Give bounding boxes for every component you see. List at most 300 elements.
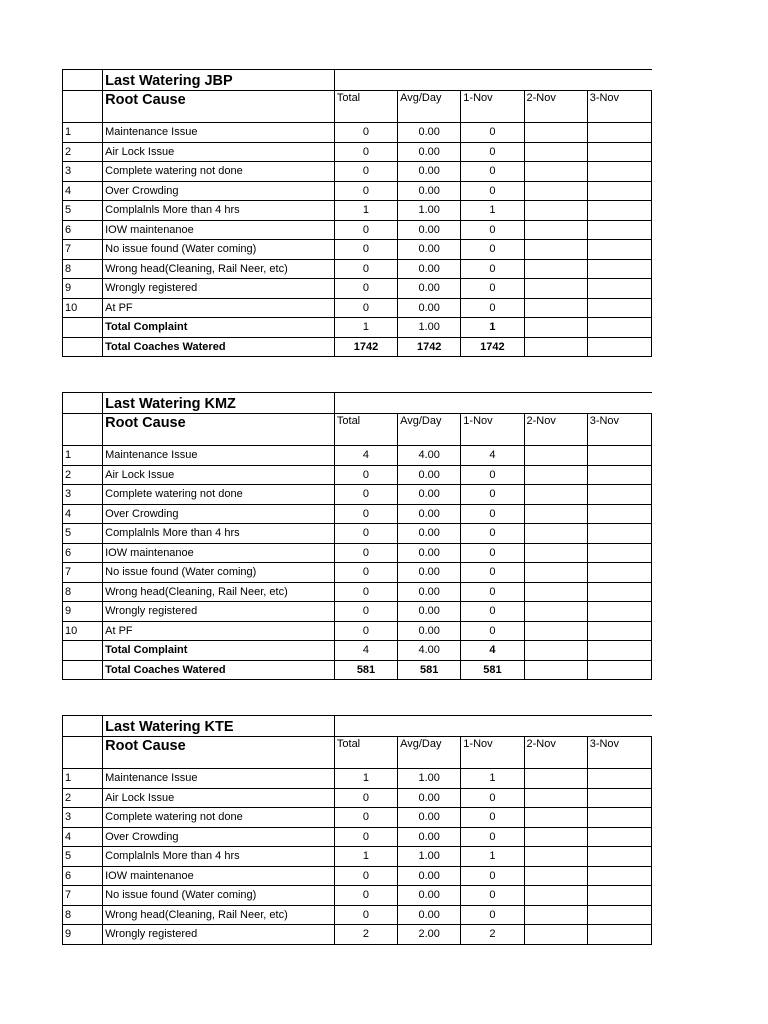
cell-nov2: [524, 563, 587, 583]
row-label: Total Complaint: [103, 318, 335, 338]
cell-nov2: [524, 621, 587, 641]
cell-avg: 0.00: [398, 827, 461, 847]
root-cause-header: Root Cause: [103, 414, 335, 446]
table-row: [63, 181, 652, 201]
blank-cell: [63, 337, 103, 357]
col-header-nov1: 1-Nov: [461, 414, 524, 446]
root-cause-cell: Wrong head(Cleaning, Rail Neer, etc): [103, 905, 335, 925]
table-row: [63, 886, 652, 906]
cell-nov3: [587, 318, 651, 338]
cell-total: 1: [334, 318, 397, 338]
row-number: 5: [63, 847, 103, 867]
cell-nov2: [524, 660, 587, 680]
table-row: [63, 827, 652, 847]
table-row: [63, 602, 652, 622]
cell-nov2: [524, 602, 587, 622]
cell-total: 2: [334, 925, 397, 945]
table-row: [63, 220, 652, 240]
root-cause-cell: Wrongly registered: [103, 925, 335, 945]
cell-nov2: [524, 641, 587, 661]
table-row: [63, 788, 652, 808]
cell-nov1: 0: [461, 162, 524, 182]
cell-nov1: 1742: [461, 337, 524, 357]
cell-nov3: [587, 905, 651, 925]
root-cause-cell: Maintenance Issue: [103, 446, 335, 466]
root-cause-header: Root Cause: [103, 737, 335, 769]
cell-nov3: [587, 621, 651, 641]
cell-nov3: [587, 660, 651, 680]
cell-nov2: [524, 181, 587, 201]
cell-avg: 0.00: [398, 181, 461, 201]
root-cause-cell: No issue found (Water coming): [103, 886, 335, 906]
cell-total: 0: [334, 808, 397, 828]
root-cause-cell: Air Lock Issue: [103, 465, 335, 485]
cell-nov3: [587, 142, 651, 162]
cell-nov3: [587, 641, 651, 661]
cell-total: 0: [334, 504, 397, 524]
table-row: [63, 162, 652, 182]
table-row: [63, 866, 652, 886]
cell-nov2: [524, 446, 587, 466]
cell-nov2: [524, 788, 587, 808]
cell-avg: 1.00: [398, 769, 461, 789]
root-cause-cell: Complalnls More than 4 hrs: [103, 524, 335, 544]
blank-cell: [63, 660, 103, 680]
blank-cell: [63, 393, 103, 414]
cell-nov3: [587, 543, 651, 563]
cell-nov3: [587, 847, 651, 867]
row-number: 7: [63, 563, 103, 583]
blank-cell: [63, 91, 103, 123]
table-row: [63, 524, 652, 544]
cell-nov3: [587, 279, 651, 299]
cell-avg: 0.00: [398, 162, 461, 182]
cell-nov3: [587, 162, 651, 182]
cell-nov2: [524, 543, 587, 563]
cell-nov2: [524, 162, 587, 182]
cell-nov3: [587, 563, 651, 583]
row-number: 4: [63, 827, 103, 847]
row-number: 6: [63, 220, 103, 240]
cell-total: 0: [334, 621, 397, 641]
section-title-row: [63, 393, 652, 414]
cell-nov1: 1: [461, 769, 524, 789]
table-row: [63, 582, 652, 602]
row-number: 5: [63, 201, 103, 221]
cell-nov1: 4: [461, 446, 524, 466]
cell-avg: 0.00: [398, 788, 461, 808]
cell-avg: 0.00: [398, 220, 461, 240]
table-row: [63, 563, 652, 583]
cell-total: 1: [334, 201, 397, 221]
col-header-avg: Avg/Day: [398, 91, 461, 123]
cell-nov2: [524, 240, 587, 260]
row-number: 2: [63, 465, 103, 485]
cell-nov1: 0: [461, 279, 524, 299]
cell-nov1: 1: [461, 318, 524, 338]
cell-nov2: [524, 220, 587, 240]
cell-nov3: [587, 123, 651, 143]
cell-nov3: [587, 298, 651, 318]
cell-nov2: [524, 847, 587, 867]
blank-cell: [63, 716, 103, 737]
cell-avg: 0.00: [398, 602, 461, 622]
cell-avg: 4.00: [398, 641, 461, 661]
cell-total: 0: [334, 162, 397, 182]
cell-nov1: 0: [461, 788, 524, 808]
root-cause-cell: Over Crowding: [103, 504, 335, 524]
col-header-avg: Avg/Day: [398, 737, 461, 769]
cell-nov3: [587, 485, 651, 505]
row-number: 9: [63, 279, 103, 299]
table-kmz: [62, 392, 652, 680]
cell-nov2: [524, 886, 587, 906]
row-number: 1: [63, 769, 103, 789]
row-number: 1: [63, 446, 103, 466]
cell-nov1: 2: [461, 925, 524, 945]
cell-avg: 0.00: [398, 504, 461, 524]
cell-nov3: [587, 582, 651, 602]
blank-cell: [63, 70, 103, 91]
cell-nov1: 0: [461, 465, 524, 485]
row-number: 10: [63, 298, 103, 318]
cell-nov1: 0: [461, 827, 524, 847]
col-header-nov1: 1-Nov: [461, 737, 524, 769]
cell-nov2: [524, 465, 587, 485]
header-row: [63, 414, 652, 446]
cell-nov2: [524, 905, 587, 925]
root-cause-cell: No issue found (Water coming): [103, 240, 335, 260]
cell-avg: 0.00: [398, 524, 461, 544]
table-row: [63, 279, 652, 299]
section-title: Last Watering KMZ: [103, 393, 335, 414]
root-cause-cell: Wrong head(Cleaning, Rail Neer, etc): [103, 582, 335, 602]
table-row: [63, 769, 652, 789]
cell-nov2: [524, 925, 587, 945]
cell-nov3: [587, 827, 651, 847]
header-row: [63, 91, 652, 123]
cell-nov3: [587, 201, 651, 221]
blank-cell: [63, 318, 103, 338]
root-cause-cell: Complete watering not done: [103, 808, 335, 828]
cell-nov1: 0: [461, 504, 524, 524]
section-title: Last Watering JBP: [103, 70, 335, 91]
cell-nov3: [587, 925, 651, 945]
cell-nov2: [524, 123, 587, 143]
cell-avg: 0.00: [398, 259, 461, 279]
cell-nov2: [524, 279, 587, 299]
root-cause-cell: Wrong head(Cleaning, Rail Neer, etc): [103, 259, 335, 279]
cell-nov1: 0: [461, 142, 524, 162]
cell-total: 0: [334, 240, 397, 260]
cell-nov1: 0: [461, 886, 524, 906]
cell-nov2: [524, 808, 587, 828]
cell-avg: 1742: [398, 337, 461, 357]
row-number: 3: [63, 485, 103, 505]
row-number: 6: [63, 543, 103, 563]
cell-nov1: 4: [461, 641, 524, 661]
col-header-avg: Avg/Day: [398, 414, 461, 446]
root-cause-cell: IOW maintenanoe: [103, 220, 335, 240]
cell-nov1: 0: [461, 543, 524, 563]
table-row: [63, 621, 652, 641]
cell-avg: 0.00: [398, 808, 461, 828]
section-title: Last Watering KTE: [103, 716, 335, 737]
cell-avg: 1.00: [398, 847, 461, 867]
root-cause-header: Root Cause: [103, 91, 335, 123]
col-header-nov3: 3-Nov: [587, 737, 651, 769]
cell-avg: 0.00: [398, 621, 461, 641]
cell-total: 0: [334, 181, 397, 201]
table-row: [63, 142, 652, 162]
row-number: 8: [63, 905, 103, 925]
cell-nov1: 0: [461, 240, 524, 260]
cell-nov3: [587, 866, 651, 886]
cell-total: 0: [334, 827, 397, 847]
cell-avg: 0.00: [398, 298, 461, 318]
cell-nov3: [587, 337, 651, 357]
total-coaches-row: [63, 337, 652, 357]
cell-total: 0: [334, 905, 397, 925]
row-number: 3: [63, 162, 103, 182]
col-header-nov1: 1-Nov: [461, 91, 524, 123]
col-header-total: Total: [334, 737, 397, 769]
total-coaches-row: [63, 660, 652, 680]
cell-nov1: 0: [461, 220, 524, 240]
row-number: 6: [63, 866, 103, 886]
col-header-total: Total: [334, 91, 397, 123]
cell-avg: 1.00: [398, 318, 461, 338]
table-row: [63, 298, 652, 318]
total-complaint-row: [63, 641, 652, 661]
cell-avg: 0.00: [398, 279, 461, 299]
cell-avg: 0.00: [398, 886, 461, 906]
row-number: 8: [63, 259, 103, 279]
cell-nov2: [524, 298, 587, 318]
row-number: 7: [63, 886, 103, 906]
cell-nov3: [587, 808, 651, 828]
row-number: 3: [63, 808, 103, 828]
row-number: 4: [63, 181, 103, 201]
root-cause-cell: Maintenance Issue: [103, 769, 335, 789]
root-cause-cell: Over Crowding: [103, 181, 335, 201]
cell-total: 0: [334, 582, 397, 602]
blank-cell: [334, 393, 651, 414]
row-number: 2: [63, 142, 103, 162]
col-header-nov3: 3-Nov: [587, 91, 651, 123]
row-number: 10: [63, 621, 103, 641]
root-cause-cell: At PF: [103, 298, 335, 318]
row-number: 5: [63, 524, 103, 544]
cell-nov2: [524, 318, 587, 338]
table-row: [63, 201, 652, 221]
table-row: [63, 504, 652, 524]
header-row: [63, 737, 652, 769]
cell-nov2: [524, 259, 587, 279]
cell-nov1: 0: [461, 563, 524, 583]
blank-cell: [63, 737, 103, 769]
cell-nov1: 0: [461, 582, 524, 602]
blank-cell: [63, 641, 103, 661]
cell-nov1: 0: [461, 485, 524, 505]
table-row: [63, 543, 652, 563]
cell-nov2: [524, 504, 587, 524]
cell-total: 0: [334, 123, 397, 143]
cell-nov3: [587, 788, 651, 808]
cell-avg: 0.00: [398, 485, 461, 505]
table-kte: [62, 715, 652, 945]
root-cause-cell: Air Lock Issue: [103, 142, 335, 162]
cell-avg: 0.00: [398, 543, 461, 563]
cell-nov2: [524, 827, 587, 847]
row-number: 1: [63, 123, 103, 143]
cell-nov2: [524, 201, 587, 221]
root-cause-cell: Complete watering not done: [103, 162, 335, 182]
root-cause-cell: Over Crowding: [103, 827, 335, 847]
root-cause-cell: Complalnls More than 4 hrs: [103, 847, 335, 867]
cell-avg: 0.00: [398, 240, 461, 260]
cell-nov3: [587, 220, 651, 240]
cell-nov3: [587, 886, 651, 906]
cell-nov1: 1: [461, 847, 524, 867]
cell-nov3: [587, 181, 651, 201]
cell-total: 0: [334, 465, 397, 485]
row-number: 9: [63, 602, 103, 622]
cell-nov1: 0: [461, 905, 524, 925]
row-label: Total Complaint: [103, 641, 335, 661]
root-cause-cell: Wrongly registered: [103, 602, 335, 622]
cell-nov1: 0: [461, 808, 524, 828]
cell-nov1: 0: [461, 123, 524, 143]
root-cause-cell: IOW maintenanoe: [103, 543, 335, 563]
cell-nov2: [524, 337, 587, 357]
cell-nov1: 0: [461, 602, 524, 622]
col-header-nov2: 2-Nov: [524, 91, 587, 123]
cell-nov2: [524, 524, 587, 544]
root-cause-cell: At PF: [103, 621, 335, 641]
cell-total: 1: [334, 847, 397, 867]
row-number: 7: [63, 240, 103, 260]
cell-nov3: [587, 240, 651, 260]
table-row: [63, 485, 652, 505]
cell-nov1: 0: [461, 259, 524, 279]
cell-nov3: [587, 259, 651, 279]
row-number: 8: [63, 582, 103, 602]
cell-nov3: [587, 446, 651, 466]
row-label: Total Coaches Watered: [103, 660, 335, 680]
root-cause-cell: Maintenance Issue: [103, 123, 335, 143]
cell-total: 0: [334, 259, 397, 279]
cell-total: 1: [334, 769, 397, 789]
cell-nov3: [587, 602, 651, 622]
cell-nov1: 0: [461, 621, 524, 641]
cell-total: 0: [334, 886, 397, 906]
table-jbp: [62, 69, 652, 357]
cell-nov2: [524, 142, 587, 162]
table-row: [63, 465, 652, 485]
row-number: 9: [63, 925, 103, 945]
table-row: [63, 905, 652, 925]
cell-total: 0: [334, 602, 397, 622]
cell-total: 0: [334, 485, 397, 505]
cell-total: 0: [334, 298, 397, 318]
cell-avg: 581: [398, 660, 461, 680]
cell-nov3: [587, 465, 651, 485]
col-header-total: Total: [334, 414, 397, 446]
cell-nov2: [524, 866, 587, 886]
cell-nov3: [587, 504, 651, 524]
section-title-row: [63, 70, 652, 91]
root-cause-cell: No issue found (Water coming): [103, 563, 335, 583]
table-row: [63, 808, 652, 828]
cell-avg: 2.00: [398, 925, 461, 945]
col-header-nov2: 2-Nov: [524, 414, 587, 446]
table-row: [63, 259, 652, 279]
root-cause-cell: Complalnls More than 4 hrs: [103, 201, 335, 221]
table-row: [63, 446, 652, 466]
col-header-nov2: 2-Nov: [524, 737, 587, 769]
blank-cell: [63, 414, 103, 446]
cell-total: 0: [334, 788, 397, 808]
cell-nov1: 0: [461, 181, 524, 201]
cell-nov1: 0: [461, 524, 524, 544]
blank-cell: [334, 70, 651, 91]
cell-nov1: 1: [461, 201, 524, 221]
total-complaint-row: [63, 318, 652, 338]
cell-total: 0: [334, 524, 397, 544]
cell-total: 0: [334, 563, 397, 583]
cell-total: 0: [334, 543, 397, 563]
cell-total: 4: [334, 446, 397, 466]
root-cause-cell: Complete watering not done: [103, 485, 335, 505]
cell-avg: 0.00: [398, 905, 461, 925]
cell-total: 1742: [334, 337, 397, 357]
cell-avg: 0.00: [398, 142, 461, 162]
cell-avg: 1.00: [398, 201, 461, 221]
root-cause-cell: IOW maintenanoe: [103, 866, 335, 886]
cell-total: 0: [334, 279, 397, 299]
cell-nov1: 0: [461, 298, 524, 318]
cell-avg: 0.00: [398, 866, 461, 886]
table-row: [63, 123, 652, 143]
cell-avg: 0.00: [398, 123, 461, 143]
table-row: [63, 925, 652, 945]
cell-total: 0: [334, 142, 397, 162]
section-title-row: [63, 716, 652, 737]
cell-nov2: [524, 769, 587, 789]
cell-total: 0: [334, 220, 397, 240]
row-number: 4: [63, 504, 103, 524]
table-row: [63, 847, 652, 867]
cell-avg: 0.00: [398, 582, 461, 602]
cell-nov2: [524, 485, 587, 505]
cell-avg: 4.00: [398, 446, 461, 466]
cell-nov1: 0: [461, 866, 524, 886]
col-header-nov3: 3-Nov: [587, 414, 651, 446]
root-cause-cell: Wrongly registered: [103, 279, 335, 299]
row-label: Total Coaches Watered: [103, 337, 335, 357]
cell-total: 581: [334, 660, 397, 680]
cell-avg: 0.00: [398, 563, 461, 583]
cell-nov3: [587, 769, 651, 789]
cell-nov1: 581: [461, 660, 524, 680]
cell-avg: 0.00: [398, 465, 461, 485]
blank-cell: [334, 716, 651, 737]
cell-nov2: [524, 582, 587, 602]
cell-total: 0: [334, 866, 397, 886]
table-row: [63, 240, 652, 260]
cell-total: 4: [334, 641, 397, 661]
